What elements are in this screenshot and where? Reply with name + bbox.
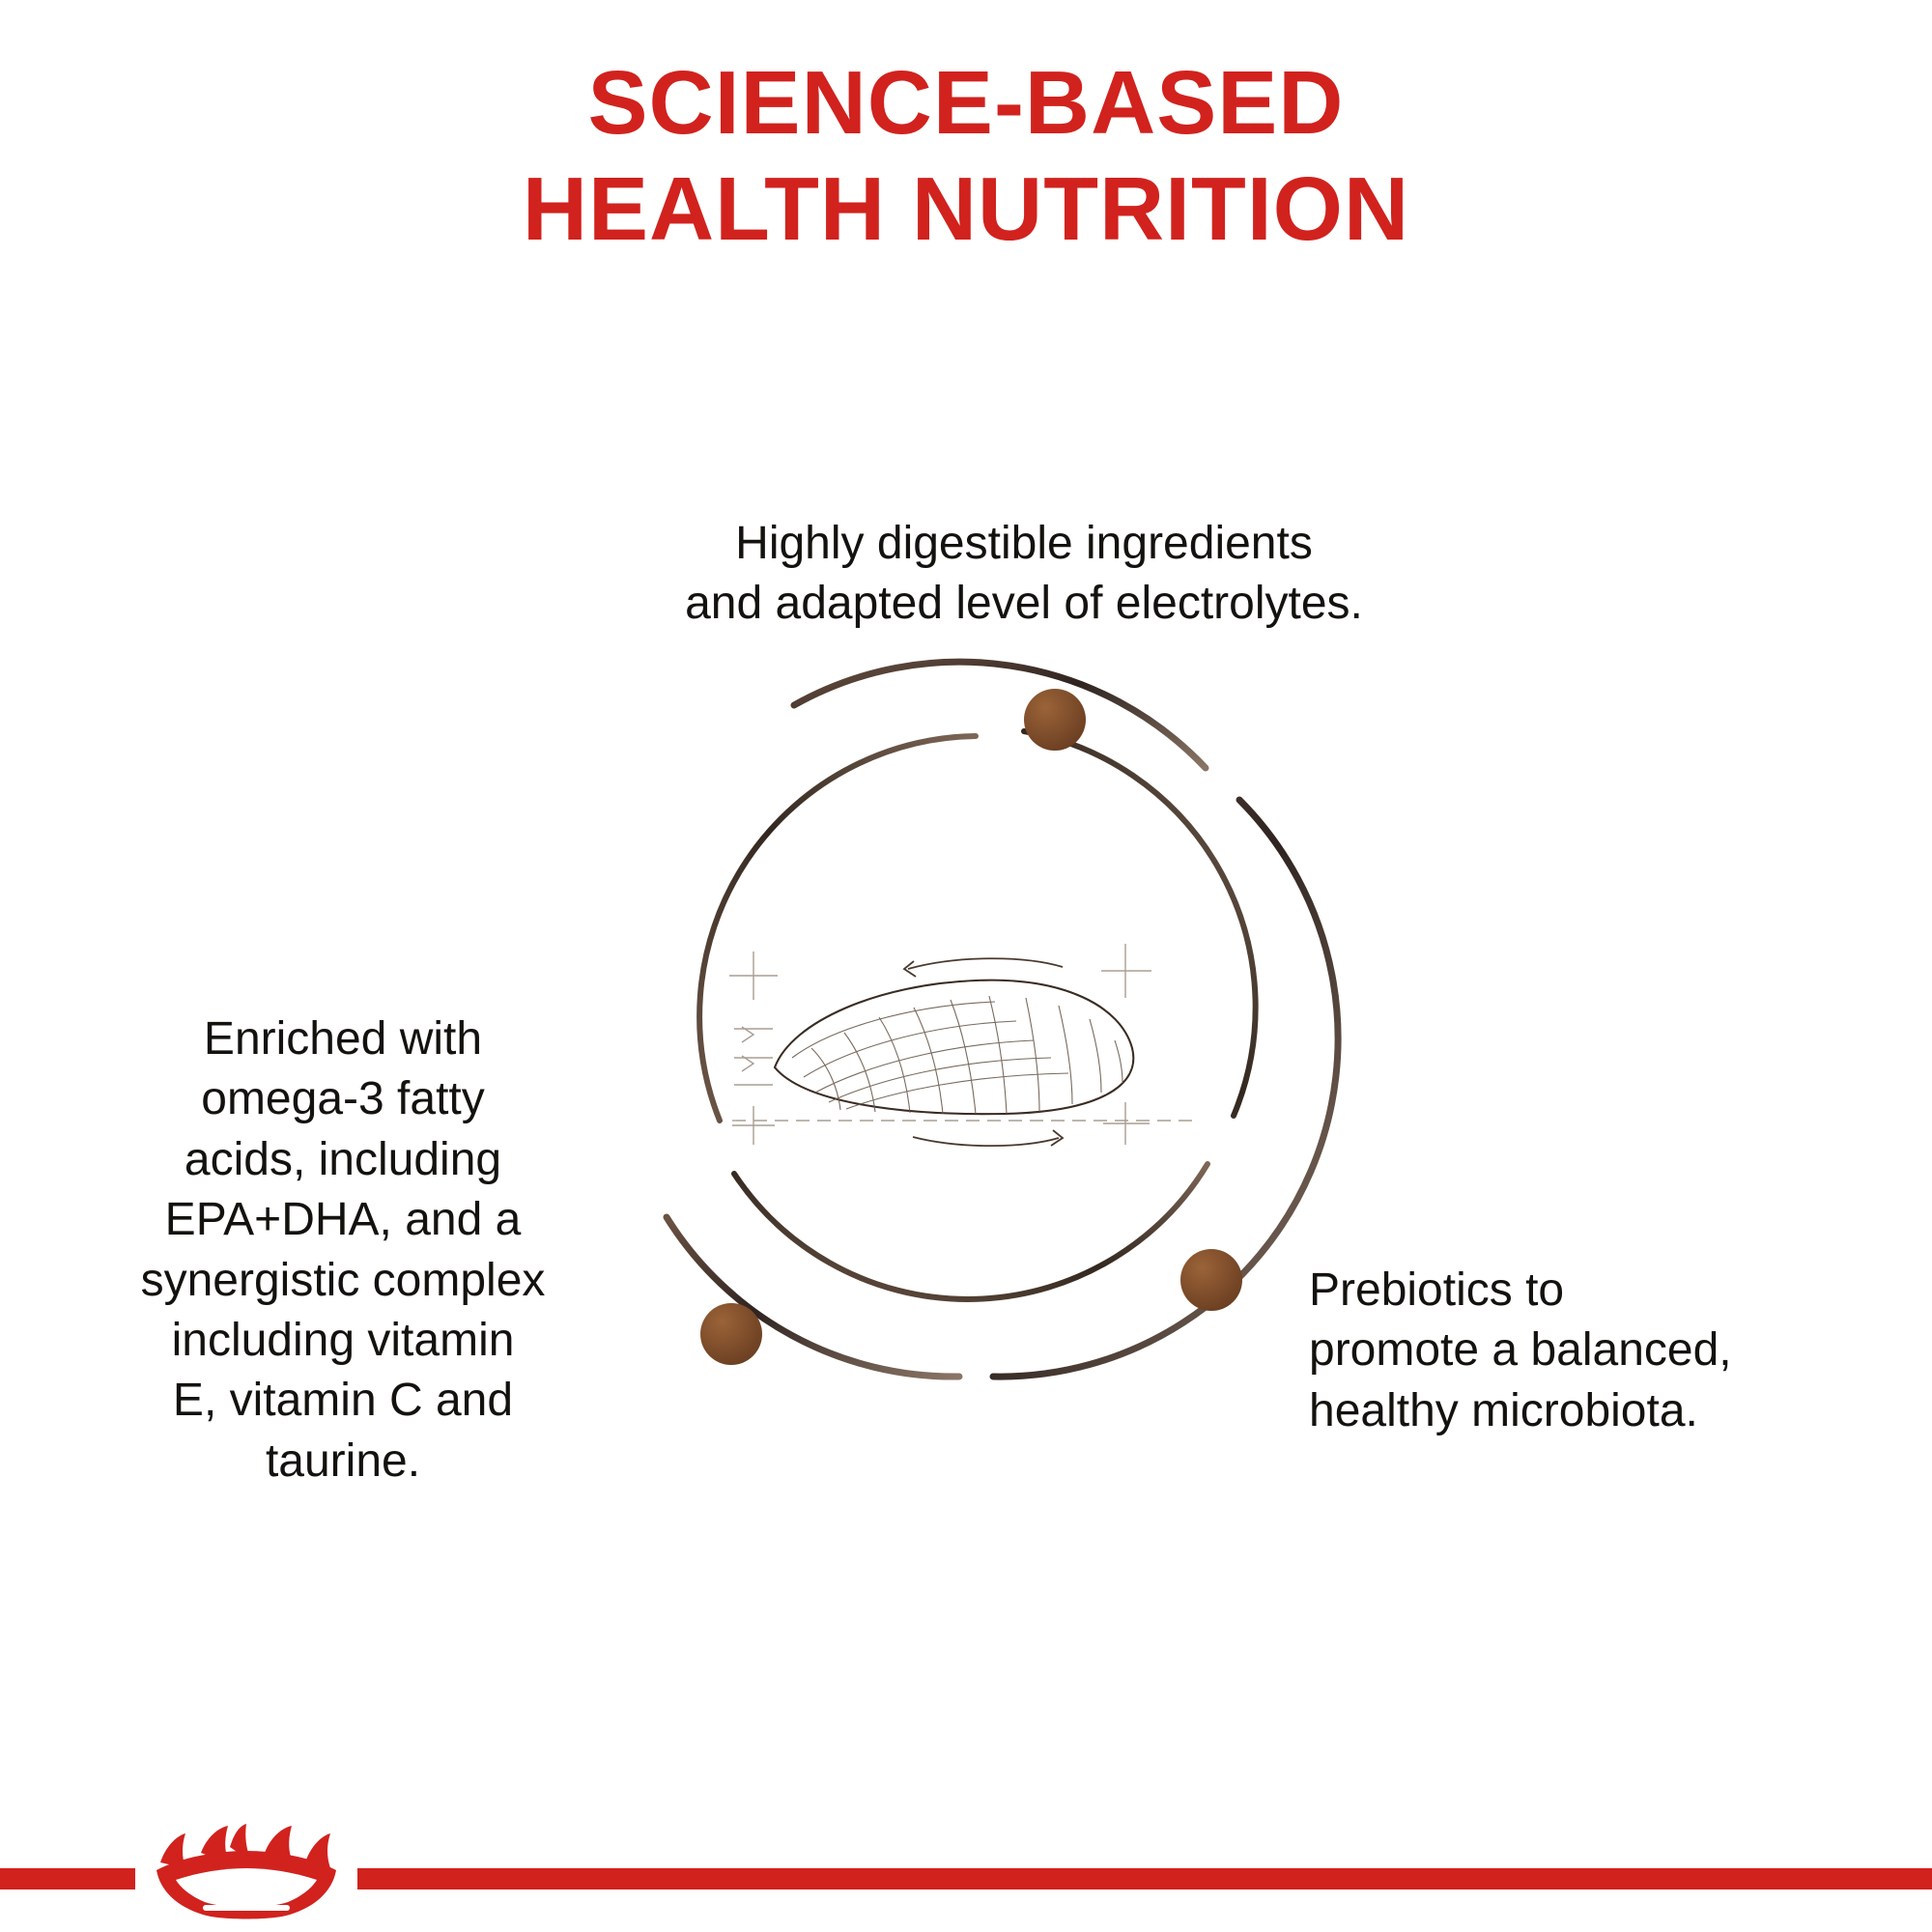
callout-right-line-3: healthy microbiota. [1309, 1384, 1698, 1436]
callout-left [58, 1009, 628, 1492]
footer-bar-right [357, 1868, 1932, 1889]
callout-left-line-2: omega-3 fatty [201, 1073, 485, 1125]
orbit-dot-bottom-left [700, 1303, 762, 1365]
orbit-dot-top [1024, 689, 1086, 751]
page-title-line-1: SCIENCE-BASED [587, 52, 1345, 153]
callout-left-line-1: Enriched with [203, 1013, 483, 1065]
footer-brand-bar [0, 1824, 1932, 1932]
royal-canin-crown-icon [143, 1824, 350, 1932]
callout-right [1309, 1261, 1850, 1441]
page-title [0, 50, 1932, 262]
page-title-line-2: HEALTH NUTRITION [522, 157, 1410, 259]
callout-left-line-3: acids, including [184, 1133, 502, 1185]
callout-right-line-2: promote a balanced, [1309, 1324, 1732, 1377]
callout-top-line-2: and adapted level of electrolytes. [685, 578, 1363, 630]
callout-left-line-7: E, vitamin C and [172, 1375, 514, 1427]
callout-left-line-4: EPA+DHA, and a [164, 1194, 522, 1246]
callout-left-line-6: including vitamin [171, 1314, 515, 1366]
footer-bar-left [0, 1868, 135, 1889]
kibble-sketch-icon [715, 913, 1217, 1164]
callout-top [541, 514, 1507, 635]
callout-top-line-1: Highly digestible ingredients [735, 518, 1313, 569]
orbit-dot-right [1180, 1249, 1242, 1311]
callout-left-line-5: synergistic complex [140, 1254, 546, 1306]
callout-right-line-1: Prebiotics to [1309, 1264, 1565, 1316]
callout-left-line-8: taurine. [265, 1435, 421, 1487]
